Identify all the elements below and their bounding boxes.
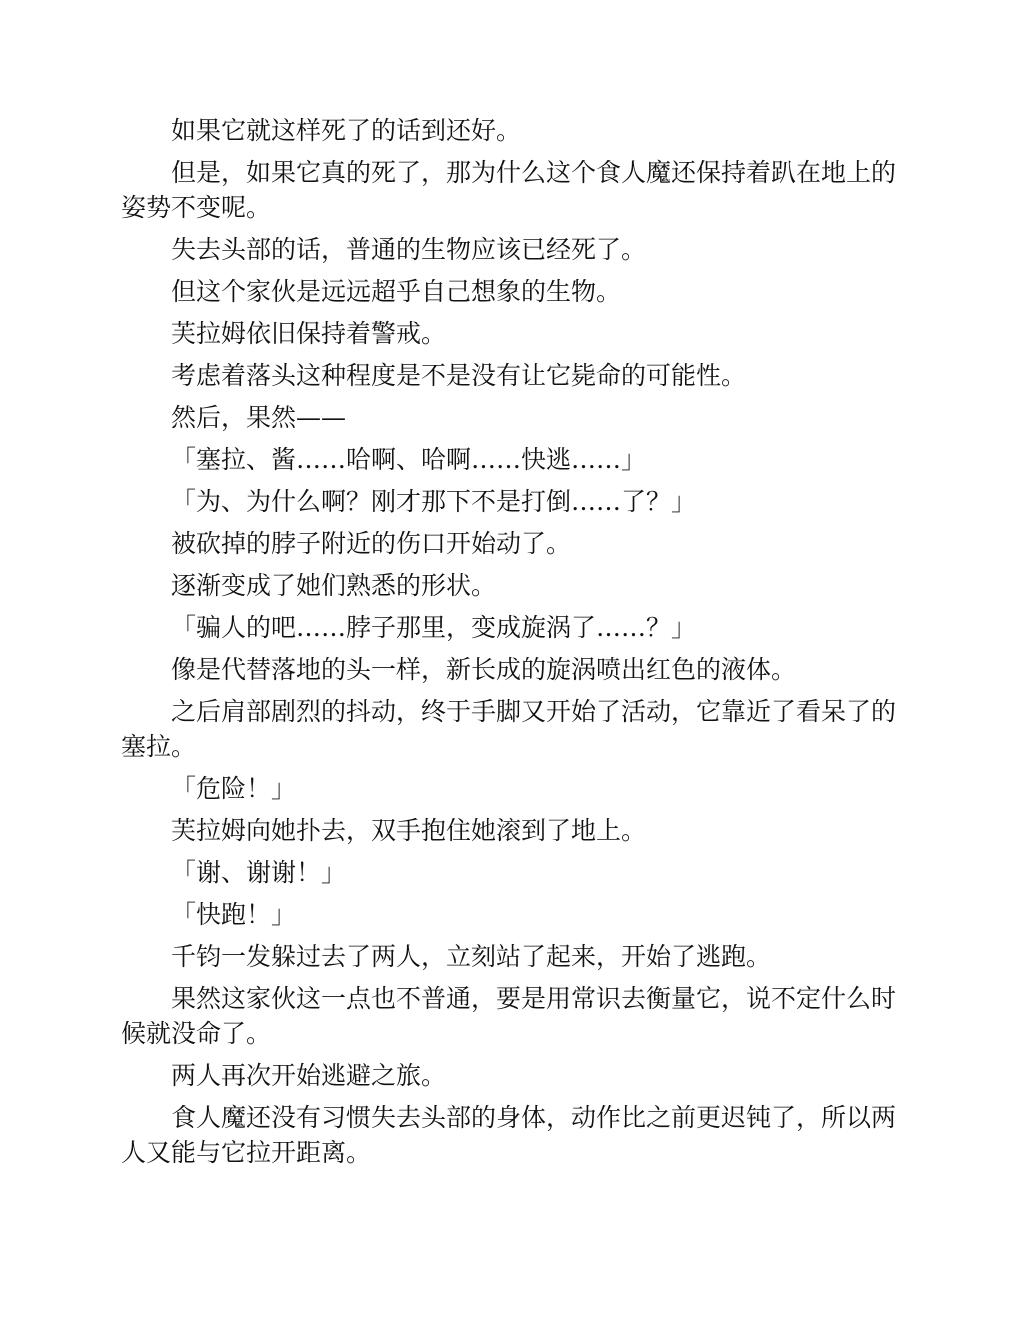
paragraph: 失去头部的话，普通的生物应该已经死了。 xyxy=(171,235,647,264)
dialogue-line: 「谢、谢谢！」 xyxy=(171,858,347,887)
dialogue-line: 「为、为什么啊？刚才那下不是打倒……了？」 xyxy=(171,487,697,516)
paragraph: 之后肩部剧烈的抖动，终于手脚又开始了活动，它靠近了看呆了的塞拉。 xyxy=(121,697,897,761)
paragraph: 像是代替落地的头一样，新长成的旋涡喷出红色的液体。 xyxy=(171,655,797,684)
paragraph: 芙拉姆向她扑去，双手抱住她滚到了地上。 xyxy=(171,816,647,845)
paragraph: 千钧一发躲过去了两人，立刻站了起来，开始了逃跑。 xyxy=(171,942,772,971)
dialogue-line: 「危险！」 xyxy=(171,774,297,803)
paragraph: 食人魔还没有习惯失去头部的身体，动作比之前更迟钝了，所以两人又能与它拉开距离。 xyxy=(121,1103,897,1167)
paragraph: 但是，如果它真的死了，那为什么这个食人魔还保持着趴在地上的姿势不变呢。 xyxy=(121,158,897,222)
paragraph: 果然这家伙这一点也不普通，要是用常识去衡量它，说不定什么时候就没命了。 xyxy=(121,984,897,1048)
paragraph: 考虑着落头这种程度是不是没有让它毙命的可能性。 xyxy=(171,361,747,390)
paragraph: 芙拉姆依旧保持着警戒。 xyxy=(171,319,447,348)
paragraph: 但这个家伙是远远超乎自己想象的生物。 xyxy=(171,277,622,306)
paragraph: 逐渐变成了她们熟悉的形状。 xyxy=(171,571,497,600)
paragraph: 然后，果然—— xyxy=(171,403,347,432)
paragraph: 两人再次开始逃避之旅。 xyxy=(171,1061,447,1090)
document-body xyxy=(121,113,896,1177)
dialogue-line: 「快跑！」 xyxy=(171,900,297,929)
paragraph: 如果它就这样死了的话到还好。 xyxy=(171,116,522,145)
paragraph: 被砍掉的脖子附近的伤口开始动了。 xyxy=(171,529,572,558)
dialogue-line: 「骗人的吧……脖子那里，变成旋涡了……？」 xyxy=(171,613,697,642)
dialogue-line: 「塞拉、酱……哈啊、哈啊……快逃……」 xyxy=(171,445,647,474)
